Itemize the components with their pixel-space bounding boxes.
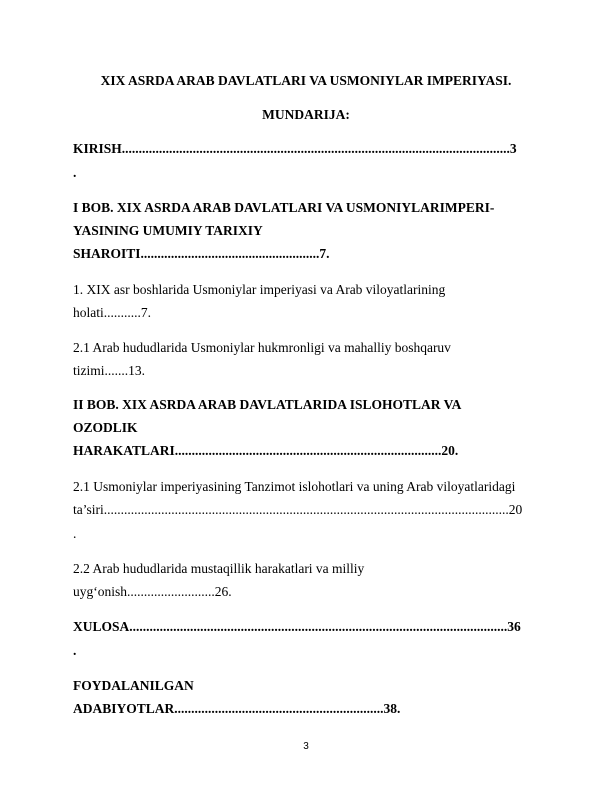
toc-entry-references-line-2: ADABIYOTLAR..............................................................38. <box>73 701 401 716</box>
toc-entry-section-1-1-line-2: holati...........7. <box>73 305 151 320</box>
toc-entry-chapter-2: II BOB. XIX ASRDA ARAB DAVLATLARIDA ISLOHOTLAR VA <box>73 397 462 412</box>
toc-entry-section-1-1: 1. XIX asr boshlarida Usmoniylar imperiyasi va Arab viloyatlarining <box>73 282 446 297</box>
toc-entry-chapter-1-line-3: SHAROITI.....................................................7. <box>73 246 330 261</box>
toc-entry-section-2-1: 2.1 Usmoniylar imperiyasining Tanzimot islohotlari va uning Arab viloyatlaridagi <box>73 479 516 494</box>
toc-entry-section-1-2-line-2: tizimi.......13. <box>73 363 145 378</box>
toc-entry-section-2-2-line-2: uyg‘onish..........................26. <box>73 584 232 599</box>
toc-entry-section-2-2: 2.2 Arab hududlarida mustaqillik harakatlari va milliy <box>73 561 365 576</box>
toc-entry-references: FOYDALANILGAN <box>73 678 194 693</box>
toc-entry-kirish-wrap: . <box>73 165 77 180</box>
document-title: XIX ASRDA ARAB DAVLATLARI VA USMONIYLAR IMPERIYASI. <box>100 73 512 88</box>
toc-heading: MUNDARIJA: <box>262 107 350 122</box>
page-number: 3 <box>303 741 309 752</box>
toc-entry-chapter-2-line-3: HARAKATLARI...............................................................................20. <box>73 443 459 458</box>
toc-entry-section-2-1-wrap: . <box>73 526 77 541</box>
toc-entry-section-1-2: 2.1 Arab hududlarida Usmoniylar hukmronligi va mahalliy boshqaruv <box>73 340 451 355</box>
toc-entry-conclusion-wrap: . <box>73 643 77 658</box>
toc-entry-section-2-1-line-2: ta’siri........................................................................................................................20 <box>73 502 523 517</box>
toc-entry-kirish: KIRISH...................................................................................................................3 <box>73 141 517 156</box>
toc-entry-chapter-1: I BOB. XIX ASRDA ARAB DAVLATLARI VA USMONIYLARIMPERI- <box>73 200 495 215</box>
toc-entry-chapter-2-line-2: OZODLIK <box>73 420 138 435</box>
toc-entry-chapter-1-line-2: YASINING UMUMIY TARIXIY <box>73 223 263 238</box>
toc-entry-conclusion: XULOSA................................................................................................................36 <box>73 619 521 634</box>
